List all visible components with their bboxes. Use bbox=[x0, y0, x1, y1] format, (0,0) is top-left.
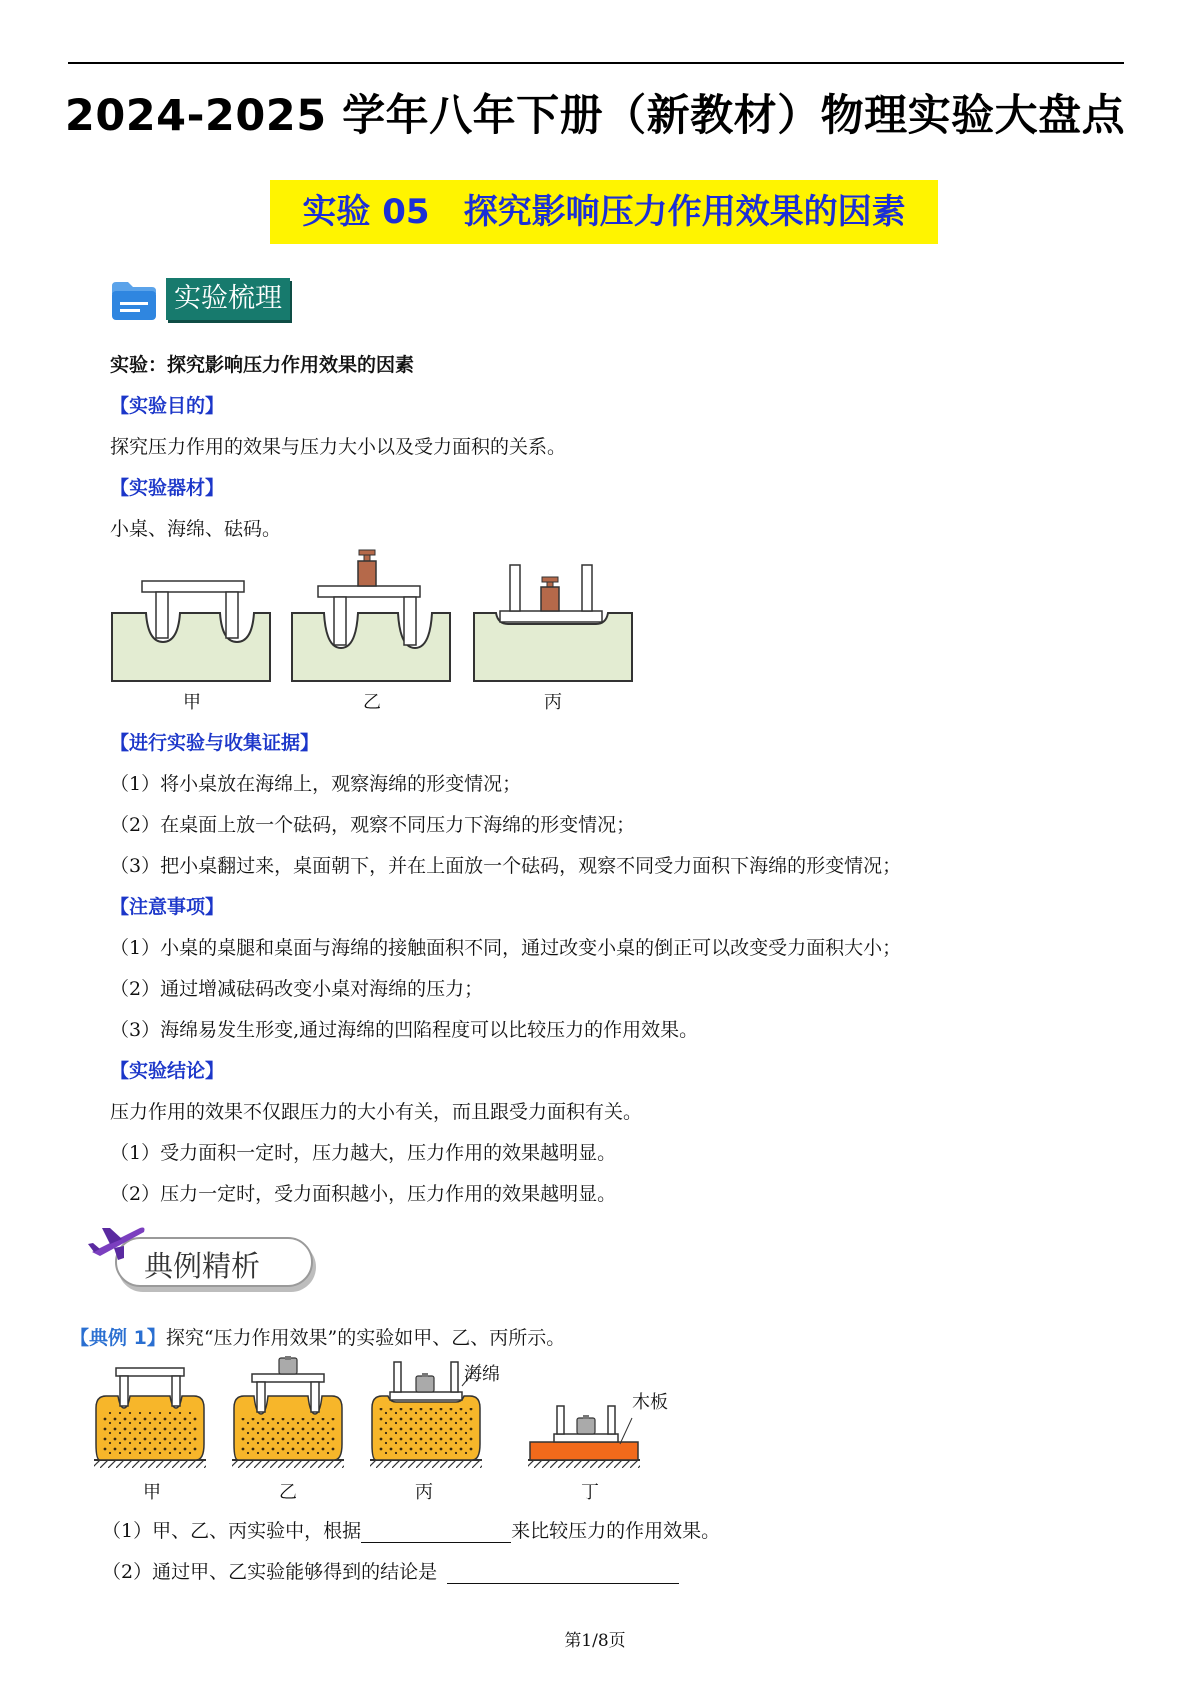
figure1-caption-bing: 丙 bbox=[544, 692, 562, 713]
document-title: 2024-2025 学年八年下册（新教材）物理实验大盘点 bbox=[64, 91, 1126, 141]
materials-heading: 【实验器材】 bbox=[110, 477, 225, 499]
example1-board-label: 木板 bbox=[632, 1392, 668, 1413]
notes-item-1: （1）小桌的桌腿和桌面与海绵的接触面积不同，通过改变小桌的倒正可以改变受力面积大小； bbox=[110, 937, 902, 959]
example1-q2-before: （2）通过甲、乙实验能够得到的结论是 bbox=[102, 1561, 438, 1583]
example1-caption-jia: 甲 bbox=[143, 1482, 161, 1503]
section-label-examples: 典例精析 bbox=[144, 1249, 261, 1283]
procedure-item-2: （2）在桌面上放一个砝码，观察不同压力下海绵的形变情况； bbox=[110, 814, 636, 836]
figure1-panel-yi bbox=[292, 550, 450, 681]
experiment-banner bbox=[270, 180, 938, 244]
example1-q1-after: 来比较压力的作用效果。 bbox=[511, 1520, 721, 1542]
procedure-heading: 【进行实验与收集证据】 bbox=[110, 732, 320, 754]
figure-example1 bbox=[92, 1356, 672, 1476]
example1-tag: 【典例 1】 bbox=[70, 1327, 166, 1349]
figure1-caption-yi: 乙 bbox=[363, 692, 381, 713]
notes-item-2: （2）通过增减砝码改变小桌对海绵的压力； bbox=[110, 978, 484, 1000]
example1-line bbox=[70, 1323, 565, 1350]
procedure-item-3: （3）把小桌翻过来，桌面朝下，并在上面放一个砝码，观察不同受力面积下海绵的形变情况； bbox=[110, 855, 902, 877]
airplane-icon bbox=[88, 1222, 148, 1262]
page-footer: 第1/8页 bbox=[564, 1631, 626, 1651]
example1-question-1 bbox=[102, 1516, 720, 1543]
example1-text: 探究“压力作用效果”的实验如甲、乙、丙所示。 bbox=[165, 1327, 566, 1349]
example1-caption-yi: 乙 bbox=[279, 1482, 297, 1503]
conclusion-text: 压力作用的效果不仅跟压力的大小有关，而且跟受力面积有关。 bbox=[110, 1101, 643, 1123]
figure-table-sponge bbox=[108, 548, 638, 686]
experiment-banner-text: 实验 05 探究影响压力作用效果的因素 bbox=[302, 192, 906, 232]
example1-caption-bing: 丙 bbox=[415, 1482, 433, 1503]
example1-sponge-label: 海绵 bbox=[464, 1364, 500, 1385]
example1-panel-jia bbox=[94, 1368, 206, 1468]
purpose-text: 探究压力作用的效果与压力大小以及受力面积的关系。 bbox=[110, 436, 567, 458]
notes-item-3: （3）海绵易发生形变,通过海绵的凹陷程度可以比较压力的作用效果。 bbox=[110, 1019, 699, 1041]
notes-heading: 【注意事项】 bbox=[110, 896, 225, 918]
folder-icon bbox=[110, 280, 158, 322]
purpose-heading: 【实验目的】 bbox=[110, 395, 225, 417]
materials-text: 小桌、海绵、砝码。 bbox=[110, 518, 282, 540]
figure1-panel-bing bbox=[474, 565, 632, 681]
example1-panel-yi bbox=[232, 1356, 344, 1468]
example1-question-2 bbox=[102, 1557, 679, 1584]
example1-q1-answer-blank[interactable] bbox=[361, 1520, 511, 1543]
experiment-title-line: 实验：探究影响压力作用效果的因素 bbox=[110, 354, 415, 376]
top-rule bbox=[68, 62, 1124, 64]
conclusion-heading: 【实验结论】 bbox=[110, 1060, 225, 1082]
example1-q1-before: （1）甲、乙、丙实验中，根据 bbox=[102, 1520, 362, 1542]
example1-panel-ding bbox=[528, 1406, 640, 1468]
figure1-caption-jia: 甲 bbox=[183, 692, 201, 713]
example1-caption-ding: 丁 bbox=[581, 1482, 599, 1503]
figure1-panel-jia bbox=[112, 581, 270, 681]
conclusion-item-1: （1）受力面积一定时，压力越大，压力作用的效果越明显。 bbox=[110, 1142, 617, 1164]
example1-q2-answer-blank[interactable] bbox=[447, 1561, 679, 1584]
conclusion-item-2: （2）压力一定时，受力面积越小，压力作用的效果越明显。 bbox=[110, 1183, 617, 1205]
section-header-examples bbox=[88, 1222, 320, 1298]
section-label-experiment-summary: 实验梳理 bbox=[166, 278, 290, 320]
procedure-item-1: （1）将小桌放在海绵上，观察海绵的形变情况； bbox=[110, 773, 522, 795]
